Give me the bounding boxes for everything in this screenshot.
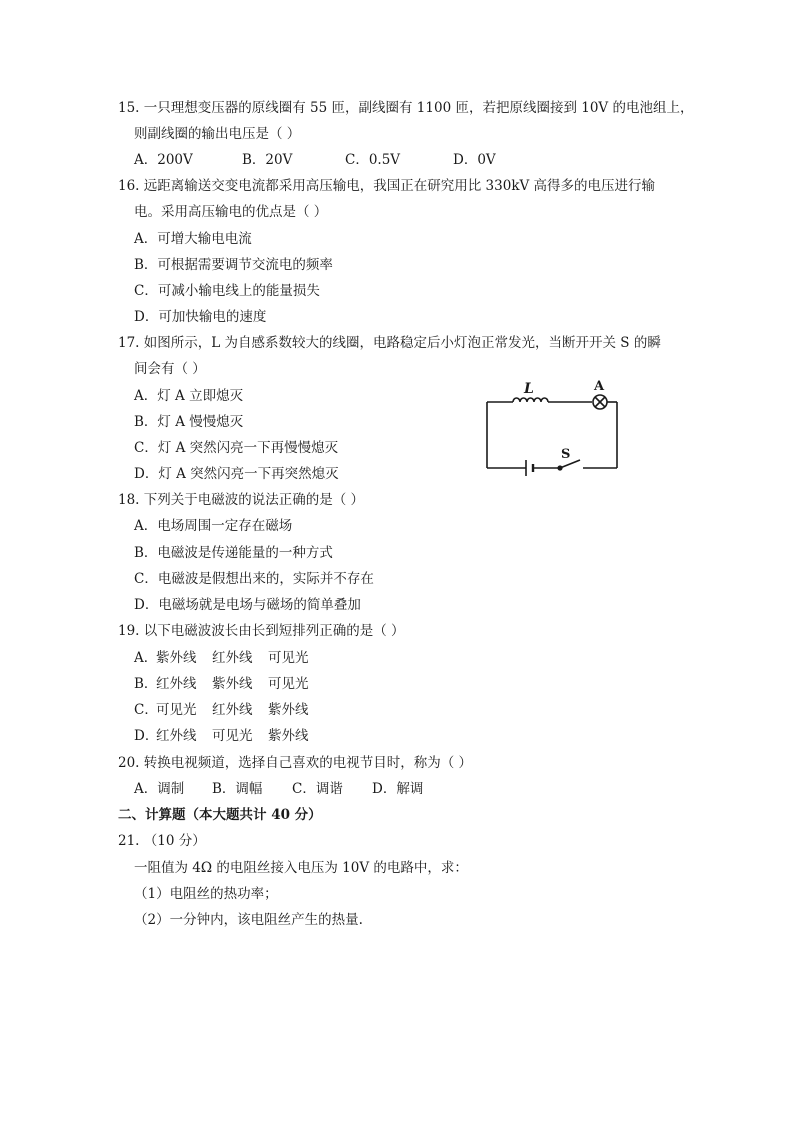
q18-option-d: D．电磁场就是电场与磁场的简单叠加 (134, 597, 361, 613)
q19-option-d-letter: D． (134, 728, 159, 744)
q19-option-b-item1: 红外线 (156, 676, 197, 692)
q19-option-d-item3: 紫外线 (268, 728, 309, 744)
switch-label: S (561, 447, 571, 462)
q20-stem-line1: 20. 转换电视频道，选择自己喜欢的电视节目时，称为（ ） (118, 755, 473, 771)
q15-option-c: C．0.5V (345, 152, 401, 168)
q19-option-c-item1: 可见光 (156, 702, 197, 718)
q19-option-c-letter: C． (134, 702, 158, 718)
q17-option-b: B．灯 A 慢慢熄灭 (134, 414, 244, 430)
q19-option-a-item1: 紫外线 (156, 650, 197, 666)
q19-option-b-item3: 可见光 (268, 676, 309, 692)
q19-option-d-item2: 可见光 (212, 728, 253, 744)
q19-option-c (134, 701, 309, 719)
q19-option-b-item2: 紫外线 (212, 676, 253, 692)
q19-option-c-item3: 紫外线 (268, 702, 309, 718)
q16-option-d: D．可加快输电的速度 (134, 309, 267, 325)
q16-option-c: C．可减小输电线上的能量损失 (134, 283, 320, 299)
q20-option-a: A．调制 (134, 781, 185, 797)
q17-option-a: A．灯 A 立即熄灭 (134, 388, 244, 404)
q17-option-d: D．灯 A 突然闪亮一下再突然熄灭 (134, 466, 339, 482)
lamp-label: A (594, 379, 605, 394)
q20-option-d: D．解调 (372, 781, 424, 797)
q15-option-a: A．200V (134, 152, 193, 168)
q16-stem-line1: 16. 远距离输送交变电流都采用高压输电，我国正在研究用比 330kV 高得多的电压进行输 (118, 178, 656, 194)
q19-option-c-item2: 红外线 (212, 702, 253, 718)
q21-stem: 一阻值为 4Ω 的电阻丝接入电压为 10V 的电路中，求： (134, 860, 468, 876)
q20-option-b: B．调幅 (212, 781, 263, 797)
q15-options (134, 151, 496, 169)
q16-stem-line2: 电。采用高压输电的优点是（ ） (134, 204, 328, 220)
q19-option-a (134, 649, 309, 667)
q15-option-d: D．0V (453, 152, 496, 168)
q21-header: 21. （10 分） (118, 833, 206, 849)
inductor-coil-icon (513, 398, 548, 402)
q18-stem-line1: 18. 下列关于电磁波的说法正确的是（ ） (118, 492, 365, 508)
q18-option-a: A．电场周围一定存在磁场 (134, 518, 293, 534)
q19-option-b-letter: B． (134, 676, 158, 692)
q19-option-b (134, 675, 309, 693)
q16-option-b: B．可根据需要调节交流电的频率 (134, 257, 333, 273)
q17-circuit-diagram (480, 372, 630, 476)
q19-option-a-item3: 可见光 (268, 650, 309, 666)
q21-part1: （1）电阻丝的热功率； (134, 886, 278, 902)
q19-option-a-letter: A． (134, 650, 158, 666)
q17-option-c: C．灯 A 突然闪亮一下再慢慢熄灭 (134, 440, 339, 456)
q19-stem-line1: 19. 以下电磁波波长由长到短排列正确的是（ ） (118, 623, 405, 639)
q15-stem-line1: 15. 一只理想变压器的原线圈有 55 匝，副线圈有 1100 匝，若把原线圈接到 10V 的电池组上， (118, 100, 694, 116)
q17-stem-line2: 间会有（ ） (134, 361, 206, 377)
q21-part2: （2）一分钟内，该电阻丝产生的热量. (134, 912, 363, 928)
q19-option-d-item1: 红外线 (156, 728, 197, 744)
q15-option-b: B．20V (242, 152, 293, 168)
q15-stem-line2: 则副线圈的输出电压是（ ） (134, 126, 301, 142)
q18-option-b: B．电磁波是传递能量的一种方式 (134, 545, 333, 561)
q19-option-a-item2: 红外线 (212, 650, 253, 666)
q20-option-c: C．调谐 (292, 781, 343, 797)
q17-stem-line1: 17. 如图所示，L 为自感系数较大的线圈，电路稳定后小灯泡正常发光，当断开开关 S 的瞬 (118, 335, 661, 351)
q18-option-c: C．电磁波是假想出来的，实际并不存在 (134, 571, 374, 587)
section2-title: 二、计算题（本大题共计 40 分） (118, 807, 322, 823)
q19-option-d (134, 727, 309, 745)
q20-options (134, 780, 423, 798)
q16-option-a: A．可增大输电电流 (134, 231, 252, 247)
inductor-label: L (524, 381, 534, 397)
